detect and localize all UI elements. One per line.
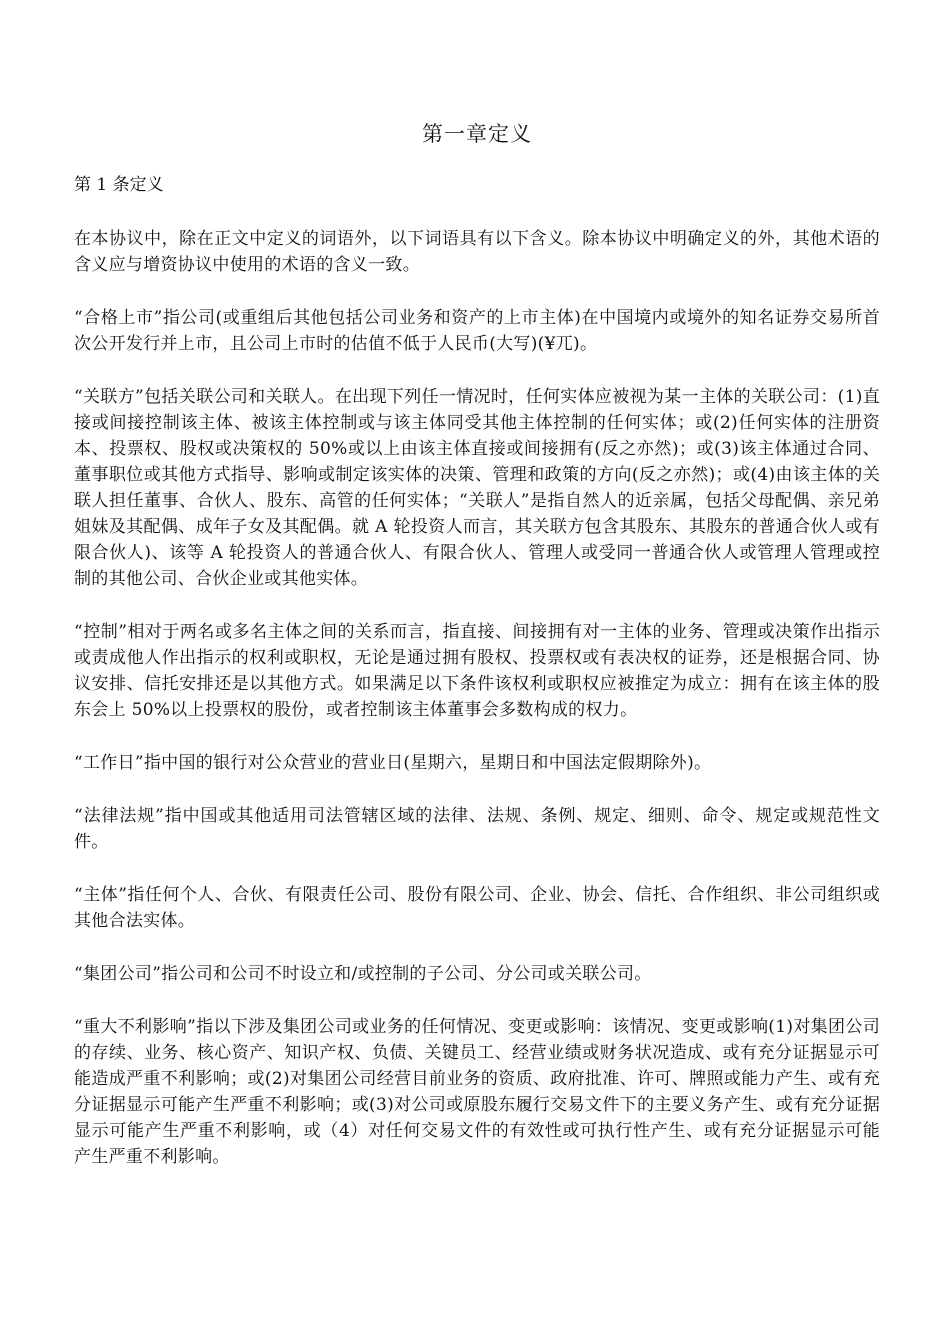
- paragraph-group-company: “集团公司”指公司和公司不时设立和/或控制的子公司、分公司或关联公司。: [74, 964, 652, 984]
- paragraph-laws-regulations: “法律法规”指中国或其他适用司法管辖区域的法律、法规、条例、规定、细则、命令、规定或规范性文件。: [74, 806, 880, 852]
- paragraph-related-party: “关联方”包括关联公司和关联人。在出现下列任一情况时，任何实体应被视为某一主体的关联公司：(1)直接或间接控制该主体、被该主体控制或与该主体同受其他主体控制的任何实体；或(2)任何实体的注册资本、投票权、股权或决策权的 50%或以上由该主体直接或间接拥有(反之亦然)；或(3)该主体通过合同、董事职位或其他方式指导、影响或制定该实体的决策、管理和政策的方向(反之亦然)；或(4)由该主体的关联人担任董事、合伙人、股东、高管的任何实体；“关联人”是指自然人的近亲属，包括父母配偶、亲兄弟姐妹及其配偶、成年子女及其配偶。就 A 轮投资人而言，其关联方包含其股东、其股东的普通合伙人或有限合伙人)、该等 A 轮投资人的普通合伙人、有限合伙人、管理人或受同一普通合伙人或管理人管理或控制的其他公司、合伙企业或其他实体。: [74, 387, 880, 589]
- document-page: [74, 116, 880, 1197]
- paragraph-entity: “主体”指任何个人、合伙、有限责任公司、股份有限公司、企业、协会、信托、合作组织、非公司组织或其他合法实体。: [74, 885, 880, 931]
- paragraph-intro: 在本协议中，除在正文中定义的词语外，以下词语具有以下含义。除本协议中明确定义的外，其他术语的含义应与增资协议中使用的术语的含义一致。: [74, 229, 880, 275]
- article-heading: 第 1 条定义: [74, 175, 164, 195]
- chapter-title: 第一章定义: [422, 122, 532, 146]
- paragraph-qualified-listing: “合格上市”指公司(或重组后其他包括公司业务和资产的上市主体)在中国境内或境外的知名证券交易所首次公开发行并上市，且公司上市时的估值不低于人民币(大写)(¥兀)。: [74, 308, 880, 354]
- paragraph-business-day: “工作日”指中国的银行对公众营业的营业日(星期六，星期日和中国法定假期除外)。: [74, 753, 712, 773]
- paragraph-control: “控制”相对于两名或多名主体之间的关系而言，指直接、间接拥有对一主体的业务、管理或决策作出指示或责成他人作出指示的权利或职权，无论是通过拥有股权、投票权或有表决权的证券，还是根据合同、协议安排、信托安排还是以其他方式。如果满足以下条件该权利或职权应被推定为成立：拥有在该主体的股东会上 50%以上投票权的股份，或者控制该主体董事会多数构成的权力。: [74, 622, 880, 720]
- paragraph-material-adverse-effect: “重大不利影响”指以下涉及集团公司或业务的任何情况、变更或影响：该情况、变更或影响(1)对集团公司的存续、业务、核心资产、知识产权、负债、关键员工、经营业绩或财务状况造成、或有充分证据显示可能造成严重不利影响；或(2)对集团公司经营目前业务的资质、政府批准、许可、牌照或能力产生、或有充分证据显示可能产生严重不利影响；或(3)对公司或原股东履行交易文件下的主要义务产生、或有充分证据显示可能产生严重不利影响，或（4）对任何交易文件的有效性或可执行性产生、或有充分证据显示可能产生严重不利影响。: [74, 1017, 880, 1167]
